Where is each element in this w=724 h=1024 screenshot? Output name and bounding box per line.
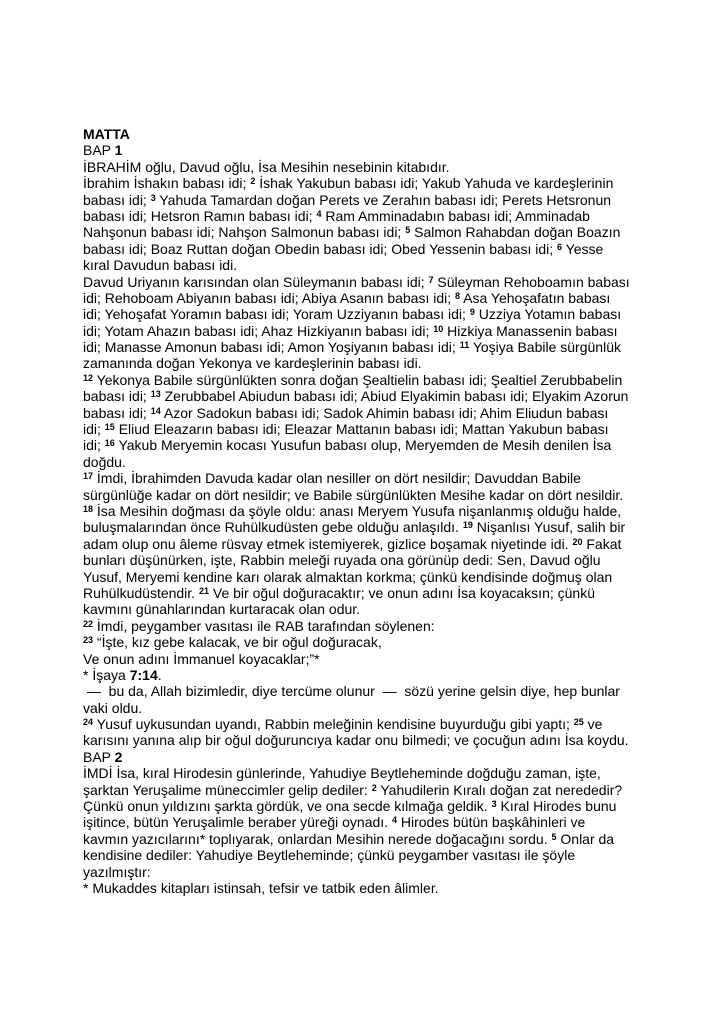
text-segment: Hizkiya Manassenin babası bbox=[443, 322, 618, 339]
text-segment: . bbox=[157, 666, 162, 683]
text-line bbox=[83, 454, 645, 470]
text-segment: Ruhülkudüstendir. bbox=[83, 584, 199, 601]
text-segment: Yahudilerin Kıralı doğan zat nerededir? bbox=[376, 781, 623, 798]
verse-number: 2 bbox=[250, 176, 256, 187]
text-line bbox=[83, 634, 645, 650]
text-segment: Ve onun adını İmmanuel koyacaklar;”* bbox=[83, 650, 320, 667]
verse-number: 4 bbox=[391, 815, 397, 826]
text-segment: — bu da, Allah bizimledir, diye tercüme olunur — sözü yerine gelsin diye, hep bunlar bbox=[83, 683, 620, 700]
text-segment: buluşmalarından önce Ruhülkudüsten gebe olduğu anlaşıldı. bbox=[83, 519, 463, 536]
text-line bbox=[83, 388, 645, 404]
text-segment: İsa Mesihin doğması da şöyle oldu: anası Meryem Yusufa nişanlanmış olduğu halde, bbox=[93, 502, 622, 519]
verse-number: 23 bbox=[83, 635, 94, 646]
text-segment: Zerubbabel Abiudun babası idi; Abiud Elyakimin babası idi; Elyakim Azorun bbox=[160, 388, 629, 405]
text-line bbox=[83, 503, 645, 519]
text-line bbox=[83, 290, 645, 306]
verse-number: 14 bbox=[150, 405, 161, 416]
text-segment: “İşte, kız gebe kalacak, ve bir oğul doğuracak, bbox=[93, 634, 382, 651]
text-segment: Süleyman Rehoboamın babası bbox=[433, 273, 630, 290]
verse-number: 2 bbox=[371, 782, 377, 793]
text-segment: İBRAHİM oğlu, Davud oğlu, İsa Mesihin nesebinin kitabıdır. bbox=[83, 158, 450, 175]
text-line bbox=[83, 339, 645, 355]
text-line bbox=[83, 421, 645, 437]
text-segment: kendisine dediler: Yahudiye Beytleheminde; çünkü peygamber vasıtası ile şöyle bbox=[83, 847, 576, 864]
text-line bbox=[83, 683, 645, 699]
text-line bbox=[83, 142, 645, 158]
text-line bbox=[83, 618, 645, 634]
verse-number: 11 bbox=[459, 340, 470, 351]
text-line bbox=[83, 585, 645, 601]
text-line bbox=[83, 405, 645, 421]
text-line bbox=[83, 700, 645, 716]
text-segment: BAP bbox=[83, 748, 115, 765]
verse-number: 17 bbox=[83, 471, 94, 482]
text-segment: babası idi; Boaz Ruttan doğan Obedin babası idi; Obed Yessenin babası idi; bbox=[83, 240, 558, 257]
text-line bbox=[83, 814, 645, 830]
text-segment: BAP bbox=[83, 142, 115, 159]
text-segment: İshak Yakubun babası idi; Yakub Yahuda ve kardeşlerinin bbox=[255, 175, 614, 192]
text-segment: İmdi, peygamber vasıtası ile RAB tarafından söylenen: bbox=[93, 617, 435, 634]
text-line bbox=[83, 847, 645, 863]
text-segment: idi; Rehoboam Abiyanın babası idi; Abiya Asanın babası idi; bbox=[83, 289, 456, 306]
text-segment: sürgünlüğe kadar on dört nesildir; ve Babile sürgünlükten Mesihe kadar on dört nesildir. bbox=[83, 486, 624, 503]
text-segment: idi; Manasse Amonun babası idi; Amon Yoşiyanın babası idi; bbox=[83, 339, 460, 356]
text-segment: Yusuf uykusundan uyandı, Rabbin meleğinin kendisine buyurduğu gibi yaptı; bbox=[93, 716, 574, 733]
text-line bbox=[83, 601, 645, 617]
text-segment: Ve bir oğul doğuracaktır; ve onun adını İsa koyacaksın; çünkü bbox=[208, 584, 595, 601]
text-line bbox=[83, 372, 645, 388]
text-segment: bunları düşünürken, işte, Rabbin meleği ruyada ona görünüp dedi: Sen, Davud oğlu bbox=[83, 552, 601, 569]
text-segment: Davud Uriyanın karısından olan Süleymanın babası idi; bbox=[83, 273, 429, 290]
text-segment: karısını yanına alıp bir oğul doğuruncıya kadar onu bilmedi; ve çocuğun adını İsa koydu. bbox=[83, 732, 629, 749]
text-line bbox=[83, 437, 645, 453]
text-segment: İmdi, İbrahimden Davuda kadar olan nesiller on dört nesildir; Davuddan Babile bbox=[93, 470, 581, 487]
text-segment: Kıral Hirodes bunu bbox=[496, 798, 617, 815]
verse-number: 5 bbox=[551, 831, 557, 842]
text-line bbox=[83, 208, 645, 224]
text-line bbox=[83, 536, 645, 552]
verse-number: 16 bbox=[104, 438, 115, 449]
text-line bbox=[83, 765, 645, 781]
text-segment: ve bbox=[583, 716, 603, 733]
verse-number: 9 bbox=[469, 307, 475, 318]
text-segment: Yusuf, Meryemi kendine karı olarak almaktan korkma; çünkü kendisinde doğmuş olan bbox=[83, 568, 613, 585]
verse-number: 3 bbox=[491, 799, 497, 810]
text-segment: 7:14 bbox=[129, 666, 158, 683]
text-segment: Yakub Meryemin kocası Yusufun babası olup, Meryemden de Mesih denilen İsa bbox=[114, 437, 612, 454]
text-segment: vaki oldu. bbox=[83, 699, 143, 716]
verse-number: 21 bbox=[198, 585, 209, 596]
text-segment: Çünkü onun yıldızını şarkta gördük, ve ona secde kılmağa geldik. bbox=[83, 798, 492, 815]
verse-number: 5 bbox=[405, 225, 411, 236]
text-segment: idi; Yotam Ahazın babası idi; Ahaz Hizkiyanın babası idi; bbox=[83, 322, 434, 339]
verse-number: 25 bbox=[573, 717, 584, 728]
text-segment: zamanında doğan Yekonya ve kardeşlerinin babası idi. bbox=[83, 355, 422, 372]
text-segment: babası idi; bbox=[83, 388, 151, 405]
text-segment: idi; bbox=[83, 437, 105, 454]
text-line bbox=[83, 864, 645, 880]
text-line bbox=[83, 487, 645, 503]
text-segment: İMDİ İsa, kıral Hirodesin günlerinde, Yahudiye Beytleheminde doğduğu zaman, işte, bbox=[83, 765, 601, 782]
text-segment: Uzziya Yotamın babası bbox=[474, 306, 622, 323]
text-line bbox=[83, 749, 645, 765]
text-segment: Nişanlısı Yusuf, salih bir bbox=[472, 519, 626, 536]
text-segment: Fakat bbox=[582, 535, 622, 552]
verse-number: 22 bbox=[83, 618, 94, 629]
verse-number: 6 bbox=[557, 241, 563, 252]
text-line bbox=[83, 798, 645, 814]
text-line bbox=[83, 159, 645, 175]
text-line bbox=[83, 241, 645, 257]
text-segment: kıral Davudun babası idi. bbox=[83, 257, 238, 274]
text-segment: babası idi; bbox=[83, 191, 151, 208]
text-line bbox=[83, 569, 645, 585]
text-line bbox=[83, 732, 645, 748]
text-segment: Yoşiya Babile sürgünlük bbox=[469, 339, 621, 356]
verse-number: 20 bbox=[572, 536, 583, 547]
text-segment: adam olup onu âleme rüsvay etmek istemiyerek, gizlice boşamak niyetinde idi. bbox=[83, 535, 573, 552]
text-segment: 1 bbox=[114, 142, 123, 159]
text-segment: yazılmıştır: bbox=[83, 863, 151, 880]
text-segment: Ram Amminadabın babası idi; Amminadab bbox=[321, 207, 590, 224]
text-line bbox=[83, 831, 645, 847]
text-segment: Yekonya Babile sürgünlükten sonra doğan Şealtielin babası idi; Şealtiel Zerubbabelin bbox=[93, 371, 623, 388]
verse-number: 13 bbox=[150, 389, 161, 400]
text-segment: Salmon Rahabdan doğan Boazın bbox=[410, 224, 621, 241]
text-segment: İbrahim İshakın babası idi; bbox=[83, 175, 251, 192]
text-line bbox=[83, 651, 645, 667]
text-segment: doğdu. bbox=[83, 453, 126, 470]
text-line bbox=[83, 880, 645, 896]
verse-number: 18 bbox=[83, 503, 94, 514]
verse-number: 15 bbox=[104, 422, 115, 433]
verse-number: 4 bbox=[316, 208, 322, 219]
text-line bbox=[83, 257, 645, 273]
text-segment: 2 bbox=[114, 748, 123, 765]
text-line bbox=[83, 519, 645, 535]
text-line bbox=[83, 716, 645, 732]
text-line bbox=[83, 323, 645, 339]
text-line bbox=[83, 192, 645, 208]
verse-number: 8 bbox=[455, 290, 461, 301]
verse-number: 24 bbox=[83, 717, 94, 728]
text-line bbox=[83, 224, 645, 240]
text-segment: Azor Sadokun babası idi; Sadok Ahimin babası idi; Ahim Eliudun babası bbox=[160, 404, 609, 421]
text-segment: Asa Yehoşafatın babası bbox=[460, 289, 611, 306]
text-segment: Onlar da bbox=[556, 830, 615, 847]
text-line bbox=[83, 470, 645, 486]
text-segment: * Mukaddes kitapları istinsah, tefsir ve tatbik eden âlimler. bbox=[83, 879, 439, 896]
text-segment: Nahşonun babası idi; Nahşon Salmonun babası idi; bbox=[83, 224, 406, 241]
text-segment: idi; Yehoşafat Yoramın babası idi; Yoram Uzziyanın babası idi; bbox=[83, 306, 470, 323]
text-segment: Yesse bbox=[562, 240, 604, 257]
text-segment: Yahuda Tamardan doğan Perets ve Zerahın babası idi; Perets Hetsronun bbox=[155, 191, 612, 208]
text-segment: şarktan Yeruşalime müneccimler gelip dediler: bbox=[83, 781, 372, 798]
text-line bbox=[83, 355, 645, 371]
verse-number: 3 bbox=[150, 192, 156, 203]
text-segment: babası idi; bbox=[83, 404, 151, 421]
text-segment: MATTA bbox=[83, 126, 130, 142]
text-segment: kavmını günahlarından kurtaracak olan odur. bbox=[83, 601, 361, 618]
verse-number: 10 bbox=[433, 323, 444, 334]
text-line bbox=[83, 782, 645, 798]
text-line bbox=[83, 306, 645, 322]
verse-number: 19 bbox=[462, 520, 473, 531]
text-line bbox=[83, 274, 645, 290]
text-line bbox=[83, 667, 645, 683]
text-segment: Eliud Eleazarın babası idi; Eleazar Mattanın babası idi; Mattan Yakubun babası bbox=[114, 421, 609, 438]
text-segment: Hirodes bütün başkâhinleri ve bbox=[396, 814, 586, 831]
text-line bbox=[83, 126, 645, 142]
verse-number: 12 bbox=[83, 372, 94, 383]
text-segment: babası idi; Hetsron Ramın babası idi; bbox=[83, 207, 317, 224]
text-line bbox=[83, 175, 645, 191]
text-segment: işitince, bütün Yeruşalimle beraber yüreği oynadı. bbox=[83, 814, 392, 831]
verse-number: 7 bbox=[428, 274, 434, 285]
text-block bbox=[83, 126, 645, 896]
text-segment: idi; bbox=[83, 421, 105, 438]
text-segment: kavmın yazıcılarını* toplıyarak, onlardan Mesihin nerede doğacağını sordu. bbox=[83, 830, 552, 847]
text-line bbox=[83, 552, 645, 568]
text-segment: * İşaya bbox=[83, 666, 130, 683]
